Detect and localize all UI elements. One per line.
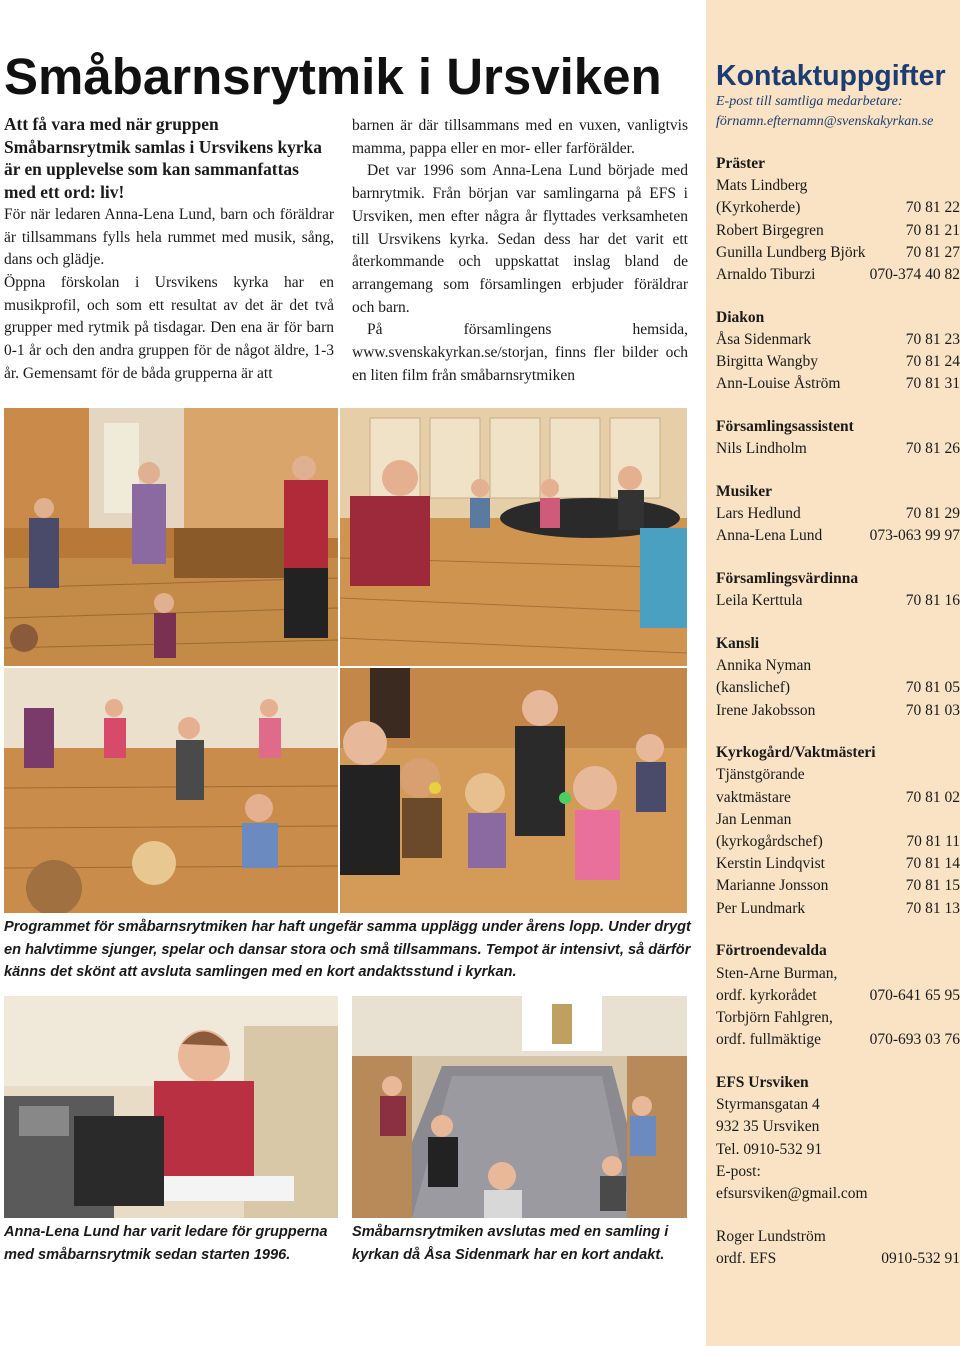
contact-name: (Kyrkoherde) (716, 199, 801, 217)
sidebar-title: Kontaktuppgifter (716, 60, 946, 92)
contact-name: Irene Jakobsson (716, 701, 816, 719)
caption-main: Programmet för småbarnsrytmiken har haft ungefär samma upplägg under årens lopp. Under drygt en halvtimme sjunger, spelar och dansar stora och små tillsammans. Tempot är intensivt, så därför känns det skönt att avsluta samlingen med en kort andaktsstund i kyrkan. (4, 919, 691, 980)
contact-name: E-post: (716, 1162, 761, 1180)
article-paragraph-5: På församlingens hemsida, www.svenskakyrkan.se/storjan, finns fler bilder och en liten film från småbarnsrytmiken (352, 321, 688, 384)
contact-row (716, 1116, 960, 1138)
article-paragraph-2: Öppna förskolan i Ursvikens kyrka har en musikprofil, och som ett resultat av det är det två grupper med rytmik på tisdagar. Den ena är för barn 0-1 år och den andra gruppen för de något äldre, 1-3 år. Gemensamt för de båda grupperna är att (4, 273, 334, 382)
contact-group-heading: Kansli (716, 634, 760, 652)
contact-row (716, 1183, 960, 1205)
contact-name: Annika Nyman (716, 657, 812, 675)
photo-circle-floor (340, 408, 687, 666)
article-column-2 (352, 115, 688, 387)
contact-phone: 70 81 15 (905, 877, 960, 895)
contact-row (716, 175, 960, 197)
contact-group (716, 633, 960, 722)
contact-phone: 70 81 05 (905, 679, 960, 697)
contact-row (716, 1094, 960, 1116)
contact-group-heading: Kyrkogård/Vaktmästeri (716, 744, 876, 762)
contact-group-heading: EFS Ursviken (716, 1073, 809, 1091)
contact-group (716, 940, 960, 1051)
article-paragraph-4: Det var 1996 som Anna-Lena Lund började med barnrytmik. Från början var samlingarna på EFS i Ursviken, men efter några år flyttades verksamheten till Ursvikens kyrka. Sedan dess har det varit ett återkommande och uppskattat inslag bland de arrangemang som församlingen erbjuder föräldrar och barn. (352, 162, 688, 316)
contact-phone: 070-374 40 82 (869, 266, 960, 284)
contact-row (716, 963, 960, 985)
contact-name: Marianne Jonsson (716, 877, 829, 895)
contact-row (716, 351, 960, 373)
contact-name: Per Lundmark (716, 899, 806, 917)
sidebar-email-note-line1: E-post till samtliga medarbetare: (716, 94, 903, 109)
contact-group (716, 1226, 960, 1270)
contact-row (716, 197, 960, 219)
contact-phone: 70 81 23 (905, 330, 960, 348)
contact-phone: 70 81 13 (905, 899, 960, 917)
contact-name: Lars Hedlund (716, 505, 801, 523)
contact-phone: 70 81 21 (905, 221, 960, 239)
contact-name: Styrmansgatan 4 (716, 1096, 820, 1114)
contact-row (716, 677, 960, 699)
contact-phone: 70 81 31 (905, 375, 960, 393)
contact-name: Nils Lindholm (716, 440, 807, 458)
contact-row (716, 655, 960, 677)
contact-group (716, 307, 960, 396)
contact-name: efsursviken@gmail.com (716, 1184, 868, 1202)
photo-piano (4, 996, 338, 1218)
contact-group-heading: Församlingsvärdinna (716, 570, 859, 588)
caption-piano: Anna-Lena Lund har varit ledare för grupperna med småbarnsrytmik sedan starten 1996. (4, 1224, 328, 1263)
article-lead: Att få vara med när gruppen Småbarnsrytmik samlas i Ursvikens kyrka är en upplevelse som kan sammanfattas med ett ord: liv! (4, 114, 322, 203)
contact-name: Torbjörn Fahlgren, (716, 1009, 833, 1026)
contact-name: Anna-Lena Lund (716, 527, 823, 545)
contact-row (716, 1226, 960, 1248)
contact-row (716, 264, 960, 286)
contact-group (716, 568, 960, 612)
contact-phone: 070-693 03 76 (869, 1031, 960, 1049)
contact-name: Arnaldo Tiburzi (716, 266, 816, 284)
contact-row (716, 525, 960, 547)
contact-name: Jan Lenman (716, 810, 792, 828)
contact-row (716, 1007, 960, 1029)
contact-row (716, 787, 960, 809)
contact-name: Kerstin Lindqvist (716, 855, 825, 873)
contact-row (716, 764, 960, 786)
contact-phone: 70 81 24 (905, 353, 960, 371)
contact-phone: 073-063 99 97 (869, 527, 960, 545)
contact-row (716, 985, 960, 1007)
contact-row (716, 220, 960, 242)
contact-name: Ann-Louise Åström (716, 375, 841, 393)
article-column-1 (4, 113, 334, 385)
contact-group (716, 481, 960, 548)
contact-group-heading: Förtroendevalda (716, 942, 827, 960)
contact-row (716, 853, 960, 875)
contact-group (716, 742, 960, 920)
contact-row (716, 809, 960, 831)
contact-group-heading: Präster (716, 155, 766, 172)
contact-name: Åsa Sidenmark (716, 330, 812, 348)
contact-phone: 70 81 11 (906, 833, 960, 851)
photo-toddlers (4, 668, 338, 913)
contact-phone: 70 81 27 (905, 243, 960, 261)
contact-phone: 70 81 14 (905, 855, 960, 873)
contact-name: Tel. 0910-532 91 (716, 1140, 823, 1158)
contact-row (716, 590, 960, 612)
contact-row (716, 1248, 960, 1270)
contact-name: Sten-Arne Burman, (716, 964, 838, 982)
contact-phone: 70 81 03 (905, 701, 960, 719)
contact-name: ordf. fullmäktige (716, 1031, 822, 1049)
contact-name: 932 35 Ursviken (716, 1118, 820, 1136)
contact-name: ordf. kyrkorådet (716, 986, 817, 1004)
contact-group (716, 416, 960, 460)
contact-phone: 0910-532 91 (881, 1249, 960, 1267)
contact-phone: 70 81 02 (905, 788, 960, 806)
contact-name: (kanslichef) (716, 679, 791, 697)
contact-name: Leila Kerttula (716, 592, 803, 610)
contact-group (716, 153, 960, 286)
contact-group-heading: Musiker (716, 482, 772, 500)
contact-group-heading: Församlingsassistent (716, 418, 854, 436)
contact-row (716, 373, 960, 395)
contact-group-heading: Diakon (716, 308, 765, 326)
contact-name: (kyrkogårdschef) (716, 833, 823, 851)
sidebar-email-note-line2: förnamn.efternamn@svenskakyrkan.se (716, 114, 934, 129)
contact-name: Gunilla Lundberg Björk (716, 243, 866, 261)
contact-phone: 70 81 16 (905, 592, 960, 610)
contact-phone: 70 81 22 (905, 199, 960, 217)
contact-row (716, 700, 960, 722)
contact-phone: 070-641 65 95 (869, 986, 960, 1004)
contact-name: Roger Lundström (716, 1227, 826, 1245)
contact-row (716, 438, 960, 460)
contact-name: Birgitta Wangby (716, 353, 818, 371)
contact-row (716, 875, 960, 897)
photo-dancing-hall (4, 408, 338, 666)
contact-row (716, 329, 960, 351)
article-paragraph-3: barnen är där tillsammans med en vuxen, vanligtvis mamma, pappa eller en mor- eller farförälder. (352, 117, 688, 157)
article-title: Småbarnsrytmik i Ursviken (4, 48, 662, 105)
contact-name: Mats Lindberg (716, 177, 808, 195)
sidebar-email-note (716, 92, 960, 132)
contact-row (716, 503, 960, 525)
contact-row (716, 831, 960, 853)
contact-sidebar (706, 0, 960, 1346)
contact-row (716, 1029, 960, 1051)
contact-name: Tjänstgörande (716, 766, 805, 784)
article-paragraph-1: För när ledaren Anna-Lena Lund, barn och föräldrar är tillsammans fylls hela rummet med musik, sång, dans och glädje. (4, 205, 334, 269)
contact-row (716, 1139, 960, 1161)
contact-name: Robert Birgegren (716, 221, 824, 239)
contact-row (716, 1161, 960, 1183)
contact-phone: 70 81 29 (905, 505, 960, 523)
contact-row (716, 898, 960, 920)
photo-maracas (340, 668, 687, 913)
contact-row (716, 242, 960, 264)
contact-name: ordf. EFS (716, 1249, 777, 1267)
caption-church: Småbarnsrytmiken avslutas med en samling i kyrkan då Åsa Sidenmark har en kort andakt. (352, 1224, 669, 1263)
contact-groups (716, 153, 960, 1291)
contact-group (716, 1072, 960, 1205)
photo-church (352, 996, 687, 1218)
contact-name: vaktmästare (716, 788, 791, 806)
contact-phone: 70 81 26 (905, 440, 960, 458)
